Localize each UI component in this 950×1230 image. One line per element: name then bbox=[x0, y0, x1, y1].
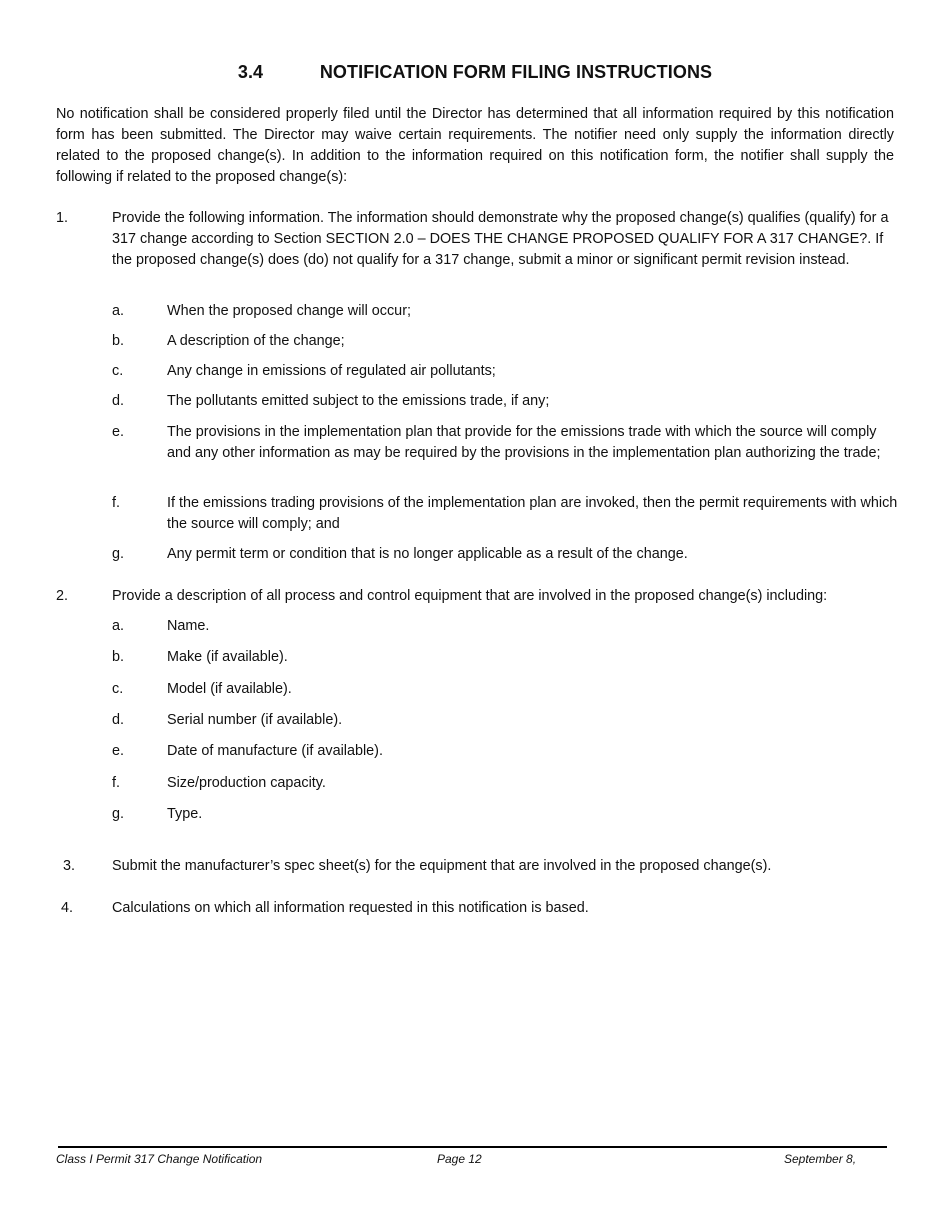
list-item-1 bbox=[56, 208, 901, 271]
item-text: Submit the manufacturer’s spec sheet(s) for the equipment that are involved in the proposed change(s). bbox=[112, 858, 772, 874]
section-heading bbox=[0, 62, 950, 83]
list-item-3 bbox=[56, 856, 901, 877]
list-item-4 bbox=[56, 898, 901, 919]
sub-item-text: When the proposed change will occur; bbox=[167, 303, 411, 319]
sub-item-2e bbox=[112, 741, 902, 762]
sub-item-1e bbox=[112, 422, 902, 464]
item-number: 1. bbox=[56, 210, 69, 226]
sub-item-letter: a. bbox=[112, 303, 125, 319]
sub-item-letter: f. bbox=[112, 495, 120, 511]
sub-item-1c bbox=[112, 361, 902, 382]
section-title: NOTIFICATION FORM FILING INSTRUCTIONS bbox=[319, 62, 713, 82]
sub-item-text: Make (if available). bbox=[167, 649, 288, 665]
sub-item-1d bbox=[112, 391, 902, 412]
sub-item-1b bbox=[112, 331, 902, 352]
sub-item-letter: f. bbox=[112, 775, 120, 791]
sub-item-letter: c. bbox=[112, 681, 124, 697]
sub-item-text: Size/production capacity. bbox=[167, 775, 326, 791]
sub-item-text: The provisions in the implementation plan that provide for the emissions trade with which the source will comply and any other information as may be required by the provisions in the implementation plan authorizing the trade; bbox=[167, 424, 881, 461]
sub-item-1g bbox=[112, 544, 902, 565]
item-text: Calculations on which all information requested in this notification is based. bbox=[112, 900, 589, 916]
sub-item-letter: d. bbox=[112, 393, 125, 409]
item-number: 3. bbox=[63, 858, 76, 874]
sub-item-text: Any change in emissions of regulated air pollutants; bbox=[167, 363, 496, 379]
footer-page-number: Page 12 bbox=[437, 1152, 482, 1166]
sub-item-text: Name. bbox=[167, 618, 210, 634]
sub-item-text: The pollutants emitted subject to the emissions trade, if any; bbox=[167, 393, 550, 409]
item-text: Provide a description of all process and control equipment that are involved in the proposed change(s) including: bbox=[112, 588, 828, 604]
sub-item-letter: e. bbox=[112, 424, 125, 440]
sub-item-2a bbox=[112, 616, 902, 637]
sub-item-1f bbox=[112, 493, 902, 535]
sub-item-text: Date of manufacture (if available). bbox=[167, 743, 383, 759]
sub-item-text: Serial number (if available). bbox=[167, 712, 343, 728]
sub-item-letter: e. bbox=[112, 743, 125, 759]
sub-item-letter: a. bbox=[112, 618, 125, 634]
sub-item-text: A description of the change; bbox=[167, 333, 345, 349]
item-number: 2. bbox=[56, 588, 69, 604]
sub-item-letter: g. bbox=[112, 806, 125, 822]
sub-item-2g bbox=[112, 804, 902, 825]
item-number: 4. bbox=[61, 900, 74, 916]
footer-document-title: Class I Permit 317 Change Notification bbox=[56, 1152, 263, 1166]
sub-item-letter: b. bbox=[112, 649, 125, 665]
section-number: 3.4 bbox=[237, 62, 264, 82]
sub-item-1a bbox=[112, 301, 902, 322]
list-item-2 bbox=[56, 586, 901, 607]
sub-item-2b bbox=[112, 647, 902, 668]
sub-item-2c bbox=[112, 679, 902, 700]
sub-item-letter: g. bbox=[112, 546, 125, 562]
sub-item-text: If the emissions trading provisions of the implementation plan are invoked, then the permit requirements with which the source will comply; and bbox=[167, 495, 898, 532]
footer-date: September 8, bbox=[784, 1152, 857, 1166]
item-text: Provide the following information. The information should demonstrate why the proposed change(s) qualifies (qualify) for a 317 change according to Section SECTION 2.0 – DOES THE CHANGE PROPOSED QUALIFY FOR A 317 CHANGE?. If the proposed change(s) does (do) not qualify for a 317 change, submit a minor or significant permit revision instead. bbox=[112, 210, 889, 268]
sub-item-letter: d. bbox=[112, 712, 125, 728]
sub-item-2f bbox=[112, 773, 902, 794]
sub-item-letter: c. bbox=[112, 363, 124, 379]
sub-item-text: Model (if available). bbox=[167, 681, 292, 697]
intro-paragraph: No notification shall be considered properly filed until the Director has determined that all information required by this notification form has been submitted. The Director may waive certain requirements. The notifier need only supply the information directly related to the proposed change(s). In addition to the information required on this notification form, the notifier shall supply the following if related to the proposed change(s): bbox=[56, 106, 894, 185]
footer-divider bbox=[58, 1146, 887, 1148]
sub-item-text: Type. bbox=[167, 806, 203, 822]
sub-item-letter: b. bbox=[112, 333, 125, 349]
sub-item-2d bbox=[112, 710, 902, 731]
sub-item-text: Any permit term or condition that is no longer applicable as a result of the change. bbox=[167, 546, 688, 562]
